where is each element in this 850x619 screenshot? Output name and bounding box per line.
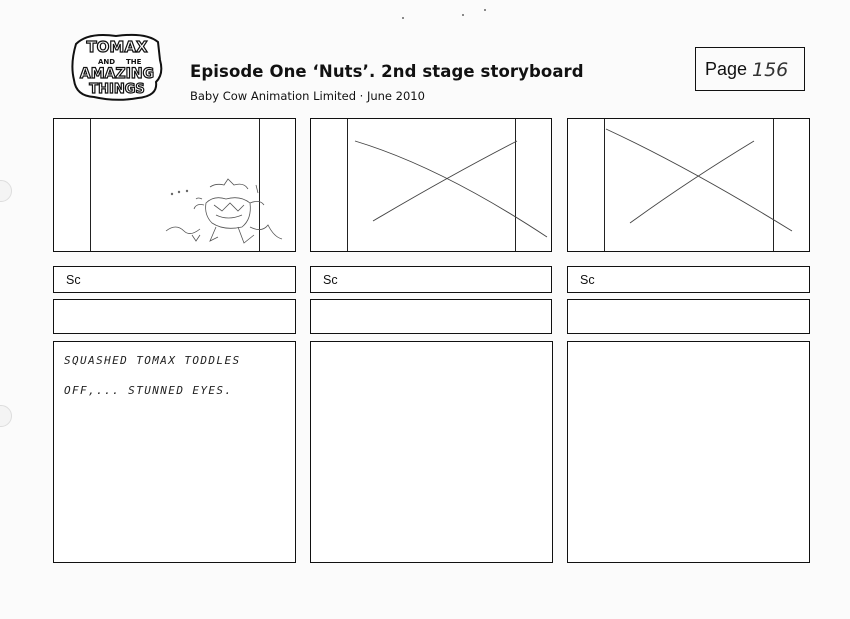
scene-box-1	[53, 266, 296, 293]
dialogue-box-2	[310, 299, 552, 334]
page-label: Page	[705, 59, 748, 79]
paper-speck	[484, 9, 486, 11]
dialogue-box-1	[53, 299, 296, 334]
scene-box-3	[567, 266, 810, 293]
handwritten-note-line-1: SQUASHED TOMAX TODDLES	[64, 354, 241, 367]
notes-box-2	[310, 341, 553, 563]
cross-out-mark	[568, 119, 808, 250]
notes-box-1	[53, 341, 296, 563]
paper-speck	[462, 14, 464, 16]
scene-label: Sc	[580, 273, 595, 287]
scene-label: Sc	[323, 273, 338, 287]
show-logo	[68, 30, 166, 102]
storyboard-frame-1	[53, 118, 296, 252]
handwritten-note-line-2: OFF,... STUNNED EYES.	[64, 384, 233, 397]
punch-hole	[0, 405, 12, 427]
notes-box-3	[567, 341, 810, 563]
svg-text:THINGS: THINGS	[89, 82, 145, 97]
svg-text:THE: THE	[126, 58, 142, 66]
svg-text:TOMAX: TOMAX	[86, 38, 148, 56]
cross-out-mark	[311, 119, 550, 250]
scene-label: Sc	[66, 273, 81, 287]
character-sketch	[54, 119, 294, 250]
dialogue-box-3	[567, 299, 810, 334]
svg-text:AMAZING: AMAZING	[79, 66, 155, 82]
storyboard-frame-3	[567, 118, 810, 252]
storyboard-frame-2	[310, 118, 552, 252]
punch-hole	[0, 180, 12, 202]
svg-text:AND: AND	[98, 58, 116, 66]
document-title: Episode One ‘Nuts’. 2nd stage storyboard	[190, 62, 584, 81]
page-number: 156	[752, 59, 789, 81]
page-number-box	[695, 47, 805, 91]
document-subtitle: Baby Cow Animation Limited · June 2010	[190, 89, 425, 103]
paper-speck	[402, 17, 404, 19]
scene-box-2	[310, 266, 552, 293]
